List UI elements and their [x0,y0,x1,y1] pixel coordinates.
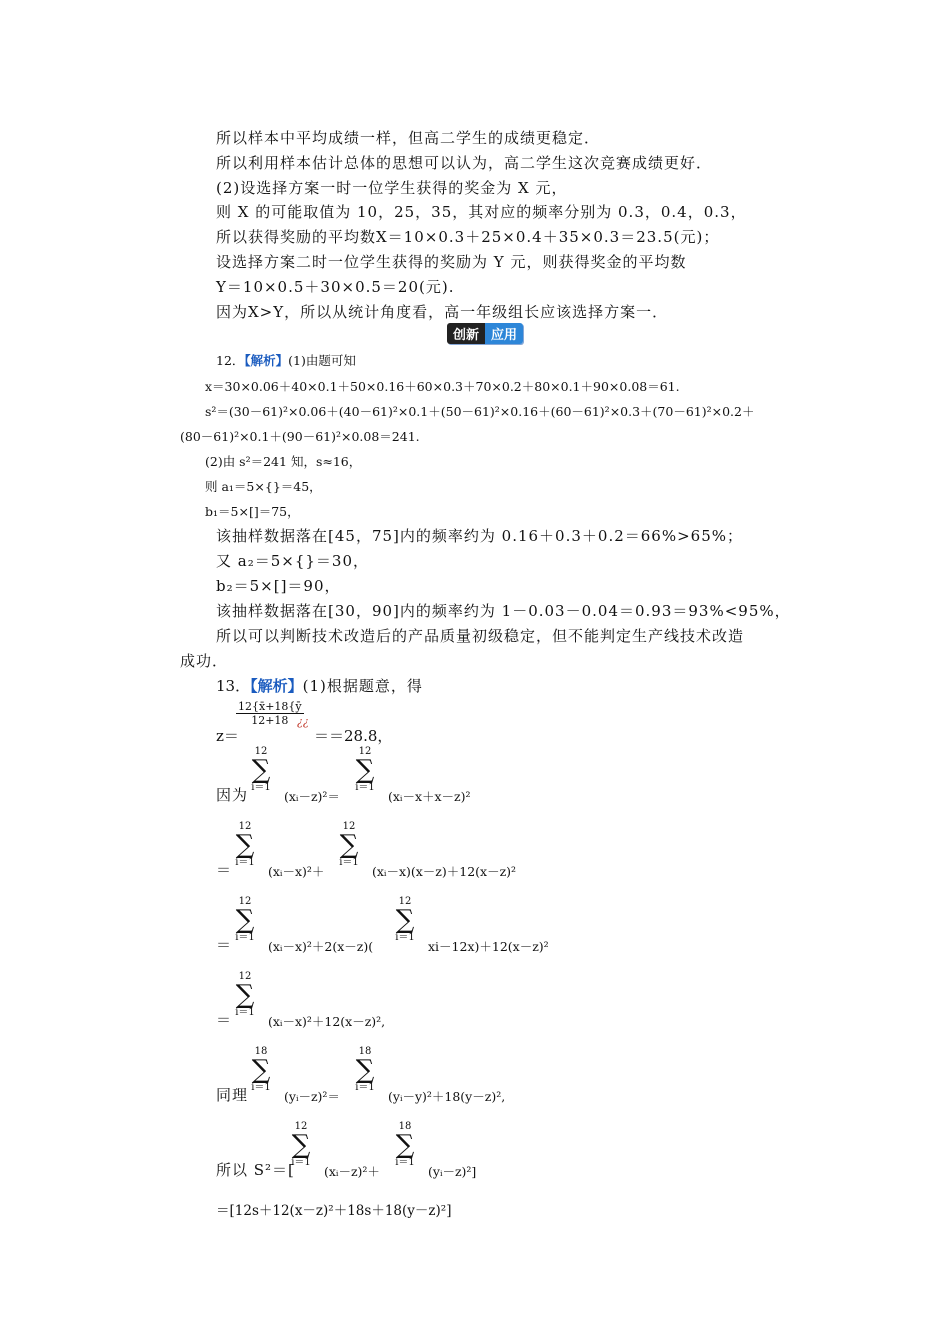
z-numerator: 12{x̄+18{ȳ [238,700,302,713]
text-line: 所以 S²＝[ [216,1161,295,1179]
summation-symbol: 12 ∑ i＝1 [235,821,255,868]
question-number: 13． [216,677,251,695]
summation-symbol: 12 ∑ i＝1 [395,896,415,943]
badge-left: 创新 [447,323,485,344]
summation-symbol: 18 ∑ i＝1 [251,1046,271,1093]
formula-part: (xᵢ－x＋x－z)² [388,789,471,804]
formula-line: s²＝(30－61)²×0.06＋(40－61)²×0.1＋(50－61)²×0.16＋(60－61)²×0.3＋(70－61)²×0.2＋ [205,404,755,419]
summation-symbol: 18 ∑ i＝1 [355,1046,375,1093]
formula-part: ＝ [216,1011,232,1029]
text-line: b₂＝5×[]＝90， [216,577,341,595]
formula-part: xi－12x)＋12(x－z)² [428,939,549,954]
text-line: 同理 [216,1086,249,1104]
formula-line: (80－61)²×0.1＋(90－61)²×0.08＝241. [180,429,420,444]
summation-symbol: 12 ∑ i＝1 [235,896,255,943]
formula-part: (xᵢ－z)²＝ [284,789,340,804]
analysis-tag: 【解析】 [244,353,289,368]
formula-part: (yᵢ－z)²＝ [284,1089,340,1104]
formula-line: (2)由 s²＝241 知，s≈16， [205,454,362,469]
analysis-tag: 【解析】 [250,677,303,695]
text-line: Y＝10×0.5＋30×0.5＝20(元). [216,278,455,296]
question-head: (1)根据题意，得 [302,677,423,695]
summation-symbol: 12 ∑ i＝1 [291,1121,311,1168]
text-line: 又 a₂＝5×{}＝30， [216,552,370,570]
formula-part: (xᵢ－x)²＋ [268,864,325,879]
formula-part: ＝ [216,936,232,954]
text-line: 成功． [180,652,229,670]
text-line: 则 X 的可能取值为 10，25，35，其对应的频率分别为 0.3，0.4，0.3， [216,203,747,221]
formula-part: ＝ [216,861,232,879]
z-lhs: z＝ [216,727,239,745]
question-head: (1)由题可知 [288,353,356,368]
formula-part: (yᵢ－y)²＋18(y－z)², [388,1089,506,1104]
badge-right: 应用 [485,323,523,344]
formula-part: (xᵢ－z)²＋ [324,1164,380,1179]
text-line: 所以获得奖励的平均数X＝10×0.3＋25×0.4＋35×0.3＝23.5(元)； [216,228,720,246]
formula-line: 则 a₁＝5×{}＝45， [205,479,322,494]
text-line: 该抽样数据落在[30，90]内的频率约为 1－0.03－0.04＝0.93＝93%<95%， [216,602,791,620]
z-denominator: 12+18 [251,714,289,727]
text-line: (2)设选择方案一时一位学生获得的奖金为 X 元， [216,179,568,197]
text-line: 所以利用样本估计总体的思想可以认为，高二学生这次竞赛成绩更好． [216,154,713,172]
text-line: 该抽样数据落在[45，75]内的频率约为 0.16＋0.3＋0.2＝66%>65%； [216,527,744,545]
summation-symbol: 18 ∑ i＝1 [395,1121,415,1168]
summation-symbol: 12 ∑ i＝1 [251,746,271,793]
formula-line: x＝30×0.06＋40×0.1＋50×0.16＋60×0.3＋70×0.2＋80×0.1＋90×0.08＝61. [205,379,680,394]
question-number: 12． [216,353,245,368]
text-line: 因为 [216,786,249,804]
question-13-header [216,677,423,695]
section-badge [447,323,523,344]
text-line: 所以可以判断技术改造后的产品质量初级稳定，但不能判定生产线技术改造 [216,627,745,645]
summation-symbol: 12 ∑ i＝1 [235,971,255,1018]
summation-symbol: 12 ∑ i＝1 [339,821,359,868]
z-fraction [236,700,304,727]
formula-part: (xᵢ－x)(x－z)＋12(x－z)² [372,864,517,879]
text-line: 所以样本中平均成绩一样，但高二学生的成绩更稳定． [216,129,601,147]
garbled-glyph: ¿¿ [297,715,309,728]
text-line: 设选择方案二时一位学生获得的奖励为 Y 元，则获得奖金的平均数 [216,253,687,271]
formula-line: b₁＝5×[]＝75， [205,504,300,519]
z-rhs: ＝＝28.8， [314,727,393,745]
summation-symbol: 12 ∑ i＝1 [355,746,375,793]
formula-part: (xᵢ－x)²＋12(x－z)², [268,1014,386,1029]
formula-line: ＝[12s＋12(x－z)²＋18s＋18(y－z)²] [216,1203,452,1219]
text-line: 因为X>Y，所以从统计角度看，高一年级组长应该选择方案一． [216,303,669,321]
question-12-header [216,352,356,370]
formula-part: (xᵢ－x)²＋2(x－z)( [268,939,374,954]
formula-part: (yᵢ－z)²] [428,1164,477,1179]
